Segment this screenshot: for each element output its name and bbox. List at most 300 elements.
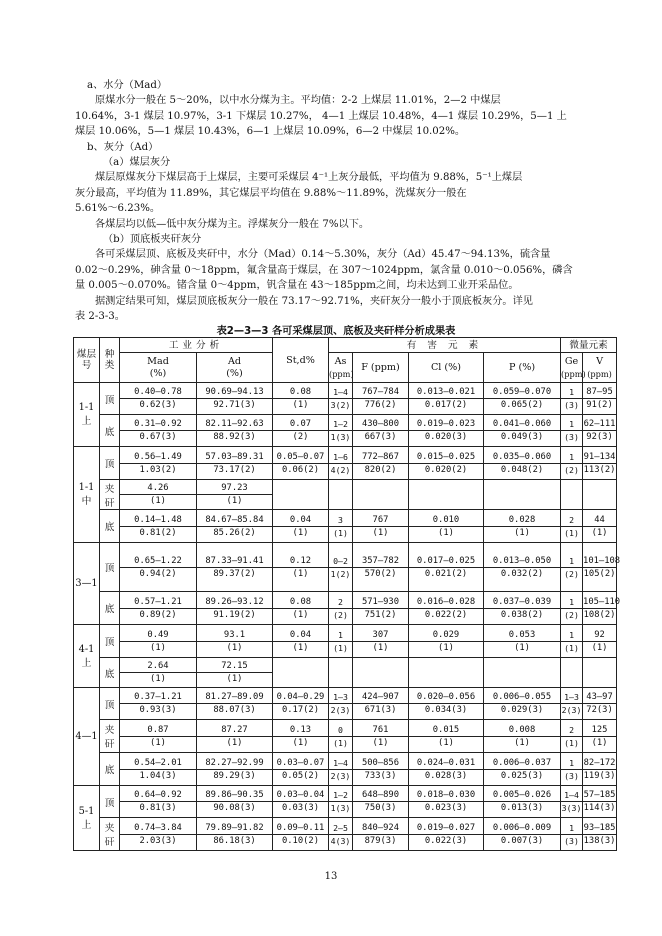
average-value: (1) — [372, 737, 389, 748]
subheading-ash: b、灰分（Ad） — [87, 141, 159, 153]
range-value: 1 — [329, 629, 352, 642]
header-type: 种类 — [100, 338, 120, 383]
average-value: (1) — [514, 737, 530, 748]
range-value: 0.64—0.92 — [120, 789, 196, 802]
value-cell-as — [329, 658, 353, 688]
range-value: 424—907 — [353, 691, 408, 704]
value-cell-as — [329, 625, 353, 658]
average-value: (1) — [150, 642, 166, 653]
value-cell-cl — [409, 786, 484, 818]
average-value: 4(3) — [330, 835, 351, 846]
average-value: 820(2) — [364, 464, 397, 475]
value-cell-f — [353, 753, 409, 786]
value-cell-v — [583, 592, 621, 625]
range-value: 82—172 — [583, 757, 616, 768]
value-cell-as — [329, 753, 353, 786]
value-cell-cl — [409, 383, 484, 415]
range-value: 1—4 — [329, 386, 352, 399]
value-cell-v — [583, 480, 617, 510]
range-value: 840—924 — [353, 822, 408, 835]
average-value: 0.03(3) — [281, 803, 320, 813]
average-value: (1) — [150, 674, 166, 684]
range-value: 2 — [561, 724, 582, 737]
value-cell-f — [353, 447, 409, 480]
range-value: 0.029 — [409, 629, 483, 642]
range-value: 0.31—0.92 — [120, 418, 196, 431]
value-cell-p — [484, 383, 561, 415]
average-value: 0.022(2) — [424, 609, 468, 620]
type-cell: 夹矸 — [100, 720, 120, 753]
header-f: F (ppm) — [353, 353, 409, 383]
subheading-seam-ash: （a）煤层灰分 — [103, 157, 171, 169]
value-cell-std — [273, 383, 329, 415]
average-value: 0.065(2) — [500, 400, 544, 410]
header-industrial-analysis: 工业分析 — [120, 338, 273, 353]
average-value: 0.007(3) — [500, 835, 544, 846]
range-value: 767—784 — [353, 386, 408, 399]
range-value: 0.006—0.037 — [484, 757, 560, 770]
value-cell-p — [484, 415, 561, 447]
value-cell-v — [583, 510, 617, 543]
average-value: 72(3) — [586, 705, 613, 715]
value-cell-cl — [409, 592, 484, 625]
average-value: (1) — [150, 737, 166, 748]
average-value: 73.17(2) — [213, 464, 256, 475]
table-row — [74, 688, 617, 720]
value-cell-ge — [561, 383, 583, 415]
value-cell-v — [583, 447, 617, 480]
range-value: 0.87 — [120, 724, 196, 737]
table-caption: 表2—3—3 各可采煤层顶、底板及夹矸样分析成果表 — [216, 326, 456, 337]
value-cell-mad — [120, 480, 197, 510]
value-cell-f — [353, 688, 409, 720]
average-value: 0.020(2) — [424, 464, 468, 475]
seam-cell: 3—1 — [74, 543, 100, 625]
value-cell-cl — [409, 658, 484, 688]
table-row — [74, 753, 617, 786]
range-value: 4.26 — [120, 482, 196, 495]
average-value: (1) — [333, 737, 348, 748]
average-value: 88.92(3) — [213, 432, 256, 442]
header-ad: Ad (%) — [197, 353, 273, 383]
value-cell-cl — [409, 510, 484, 543]
value-cell-v — [583, 753, 617, 786]
average-value: (1) — [372, 642, 389, 653]
range-value: 0.04 — [273, 629, 328, 642]
value-cell-ad — [197, 786, 273, 818]
value-cell-cl — [409, 415, 484, 447]
average-value: (1) — [564, 527, 579, 538]
value-cell-p — [484, 625, 561, 658]
average-value: 85.26(2) — [213, 527, 256, 538]
range-value: 0.013—0.050 — [484, 555, 560, 568]
value-cell-as — [329, 786, 353, 818]
range-value: 1 — [561, 418, 582, 431]
average-value: 89.29(3) — [213, 770, 256, 781]
range-value: 82.27—92.99 — [197, 757, 272, 770]
average-value: (1) — [591, 642, 608, 653]
value-cell-f — [353, 592, 409, 625]
type-cell: 夹矸 — [100, 480, 120, 510]
average-value: 86.18(3) — [213, 835, 256, 846]
average-value: (2) — [333, 609, 348, 620]
type-cell: 夹矸 — [100, 818, 120, 851]
average-value: 0.032(2) — [500, 568, 544, 579]
value-cell-cl — [409, 543, 484, 592]
value-cell-ge — [561, 543, 583, 592]
value-cell-mad — [120, 383, 197, 415]
average-value: 0.048(2) — [500, 464, 544, 475]
value-cell-ad — [197, 415, 273, 447]
range-value: 92 — [583, 629, 616, 642]
range-value: 0.017—0.025 — [409, 555, 483, 568]
average-value: 733(3) — [364, 770, 397, 781]
value-cell-p — [484, 480, 561, 510]
subheading-roof-floor-ash: （b）顶底板夹矸灰分 — [103, 234, 202, 246]
average-value: (1) — [438, 527, 454, 538]
average-value: 879(3) — [364, 835, 397, 846]
range-value: 0.13 — [273, 724, 328, 737]
value-cell-ge — [561, 480, 583, 510]
average-value: 3(2) — [330, 400, 351, 410]
table-row — [74, 480, 617, 510]
value-cell-ge — [561, 720, 583, 753]
value-cell-std — [273, 447, 329, 480]
value-cell-ad — [197, 818, 273, 851]
value-cell-std — [273, 753, 329, 786]
value-cell-mad — [120, 818, 197, 851]
average-value: 0.05(2) — [281, 770, 320, 781]
range-value: 0.56—1.49 — [120, 451, 196, 464]
value-cell-as — [329, 383, 353, 415]
average-value: 1.03(2) — [139, 464, 177, 475]
average-value: 0.023(3) — [424, 803, 468, 813]
value-cell-as — [329, 415, 353, 447]
value-cell-std — [273, 658, 329, 688]
value-cell-ad — [197, 658, 273, 688]
value-cell-p — [484, 510, 561, 543]
range-value: 0.024—0.031 — [409, 757, 483, 770]
page-number: 13 — [324, 871, 338, 882]
range-value: 648—890 — [353, 789, 408, 802]
average-value: 0.034(3) — [424, 705, 468, 715]
value-cell-ge — [561, 415, 583, 447]
range-value: 767 — [353, 514, 408, 527]
value-cell-as — [329, 447, 353, 480]
range-value: 0.05—0.07 — [273, 451, 328, 464]
value-cell-f — [353, 543, 409, 592]
average-value: 90.08(3) — [213, 803, 256, 813]
average-value: (1) — [438, 642, 454, 653]
average-value: 3(3) — [561, 803, 582, 813]
value-cell-std — [273, 786, 329, 818]
average-value: (1) — [226, 674, 243, 684]
range-value: 79.89—91.82 — [197, 822, 272, 835]
average-value: 0.89(2) — [139, 609, 177, 620]
range-value: 93—185 — [583, 822, 616, 833]
value-cell-f — [353, 818, 409, 851]
range-value: 500—856 — [353, 757, 408, 770]
value-cell-as — [329, 688, 353, 720]
value-cell-p — [484, 786, 561, 818]
value-cell-ge — [561, 625, 583, 658]
range-value: 0.54—2.01 — [120, 757, 196, 770]
average-value: 1(3) — [330, 432, 351, 442]
average-value: (3) — [564, 432, 579, 442]
average-value: 2(3) — [330, 705, 351, 715]
average-value: (1) — [292, 400, 309, 410]
range-value: 0.037—0.039 — [484, 596, 560, 609]
range-value: 0.016—0.028 — [409, 596, 483, 609]
average-value: 108(2) — [583, 609, 616, 620]
value-cell-f — [353, 658, 409, 688]
average-value: 4(2) — [330, 464, 351, 475]
table-row — [74, 818, 617, 851]
range-value: 1 — [561, 757, 582, 770]
paragraph-line: 表 2-3-3。 — [75, 311, 125, 323]
average-value: (2) — [564, 609, 579, 620]
range-value: 89.86—90.35 — [197, 789, 272, 802]
average-value: 0.021(2) — [424, 568, 468, 579]
average-value: 0.028(3) — [424, 770, 468, 781]
average-value: 1.04(3) — [139, 770, 177, 781]
average-value: (1) — [292, 642, 309, 653]
range-value: 0.006—0.009 — [484, 822, 560, 835]
value-cell-ad — [197, 720, 273, 753]
table-row — [74, 510, 617, 543]
average-value: (1) — [591, 737, 608, 748]
type-cell: 顶 — [100, 688, 120, 720]
value-cell-cl — [409, 720, 484, 753]
value-cell-as — [329, 543, 353, 592]
average-value: 0.013(3) — [500, 803, 544, 813]
paragraph-line: 量 0.005～0.070%。锗含量 0～4ppm，钒含量在 43～185ppm之间，均未达到工业开采品位。 — [75, 280, 519, 292]
value-cell-v — [583, 786, 617, 818]
paragraph-line: 各可采煤层顶、底板及夹矸中，水分（Mad）0.14～5.30%，灰分（Ad）45.47～94.13%，硫含量 — [95, 249, 551, 261]
value-cell-std — [273, 818, 329, 851]
range-value: 0.028 — [484, 514, 560, 527]
average-value: 88.07(3) — [213, 705, 256, 715]
average-value: (1) — [292, 527, 309, 538]
average-value: (3) — [564, 770, 579, 781]
value-cell-std — [273, 625, 329, 658]
type-cell: 底 — [100, 415, 120, 447]
paragraph-line: 灰分最高，平均值为 11.89%，其它煤层平均值在 9.88%～11.89%，洗煤灰分一般在 — [75, 187, 467, 199]
average-value: (1) — [226, 496, 243, 506]
table-row — [74, 592, 617, 625]
range-value: 2 — [561, 514, 582, 527]
type-cell: 底 — [100, 658, 120, 688]
average-value: (1) — [591, 527, 608, 538]
value-cell-ad — [197, 510, 273, 543]
range-value: 1 — [561, 822, 582, 835]
value-cell-mad — [120, 447, 197, 480]
value-cell-v — [583, 383, 617, 415]
value-cell-p — [484, 720, 561, 753]
value-cell-mad — [120, 543, 197, 592]
value-cell-ad — [197, 592, 273, 625]
range-value: 0.04 — [273, 514, 328, 527]
range-value: 3 — [329, 514, 352, 527]
range-value: 62—111 — [583, 419, 616, 429]
value-cell-p — [484, 753, 561, 786]
range-value: 0.053 — [484, 629, 560, 642]
seam-cell: 5-1上 — [74, 786, 100, 851]
value-cell-mad — [120, 592, 197, 625]
table-row — [74, 543, 617, 592]
average-value: (1) — [514, 527, 530, 538]
range-value: 101—108 — [583, 555, 621, 566]
range-value: 1 — [561, 596, 582, 609]
range-value: 0.041—0.060 — [484, 418, 560, 431]
value-cell-v — [583, 688, 617, 720]
range-value: 0.018—0.030 — [409, 789, 483, 802]
value-cell-f — [353, 510, 409, 543]
value-cell-as — [329, 592, 353, 625]
range-value: 1—3 — [329, 691, 352, 704]
value-cell-cl — [409, 753, 484, 786]
value-cell-ge — [561, 688, 583, 720]
value-cell-p — [484, 688, 561, 720]
average-value: 2(3) — [561, 705, 582, 715]
value-cell-mad — [120, 415, 197, 447]
table-row — [74, 720, 617, 753]
average-value: 92.71(3) — [213, 400, 256, 410]
average-value: 0.022(3) — [424, 835, 468, 846]
average-value: 114(3) — [583, 803, 616, 813]
range-value: 0.059—0.070 — [484, 386, 560, 399]
average-value: 750(3) — [364, 803, 397, 813]
value-cell-f — [353, 625, 409, 658]
range-value: 125 — [583, 724, 616, 737]
average-value: (1) — [226, 737, 243, 748]
range-value: 571—930 — [353, 596, 408, 609]
table-row — [74, 658, 617, 688]
value-cell-mad — [120, 625, 197, 658]
average-value: (1) — [438, 737, 454, 748]
range-value: 0.57—1.21 — [120, 596, 196, 609]
body-text — [75, 78, 597, 325]
value-cell-as — [329, 720, 353, 753]
type-cell: 底 — [100, 753, 120, 786]
average-value: 2.03(3) — [139, 835, 177, 846]
value-cell-cl — [409, 625, 484, 658]
range-value: 0.010 — [409, 514, 483, 527]
table-row — [74, 383, 617, 415]
value-cell-p — [484, 658, 561, 688]
range-value: 0.006—0.055 — [484, 691, 560, 704]
header-cl: Cl (%) — [409, 353, 484, 383]
average-value: 0.94(2) — [139, 568, 177, 579]
value-cell-as — [329, 510, 353, 543]
type-cell: 底 — [100, 510, 120, 543]
average-value: (1) — [372, 527, 389, 538]
range-value: 87—95 — [583, 386, 616, 399]
table-row — [74, 786, 617, 818]
range-value: 0.07 — [273, 418, 328, 431]
value-cell-f — [353, 383, 409, 415]
average-value: (1) — [292, 568, 309, 579]
average-value: (1) — [226, 642, 243, 653]
range-value: 0.37—1.21 — [120, 691, 196, 704]
header-v: V (ppm) — [583, 353, 617, 383]
range-value: 430—800 — [353, 418, 408, 431]
value-cell-ge — [561, 658, 583, 688]
subheading-moisture: a、水分（Mad） — [87, 80, 168, 91]
average-value: (2) — [292, 432, 309, 442]
value-cell-std — [273, 720, 329, 753]
paragraph-line: 据测定结果可知，煤层顶底板灰分一般在 73.17～92.71%，夹矸灰分一般小于顶底板灰分。详见 — [95, 295, 533, 307]
average-value: (3) — [564, 835, 579, 846]
average-value: 0.038(2) — [500, 609, 544, 620]
value-cell-mad — [120, 510, 197, 543]
value-cell-ge — [561, 753, 583, 786]
type-cell: 顶 — [100, 543, 120, 592]
average-value: 92(3) — [586, 432, 613, 442]
average-value: (1) — [333, 642, 348, 653]
range-value: 0.019—0.027 — [409, 822, 483, 835]
average-value: (1) — [333, 527, 348, 538]
value-cell-std — [273, 688, 329, 720]
range-value: 0.019—0.023 — [409, 418, 483, 431]
range-value: 0.09—0.11 — [273, 822, 328, 835]
type-cell: 顶 — [100, 625, 120, 658]
value-cell-std — [273, 592, 329, 625]
average-value: 0.81(2) — [139, 527, 177, 538]
seam-cell: 1-1上 — [74, 383, 100, 447]
average-value: 1(3) — [330, 803, 351, 813]
paragraph-line: 煤层原煤灰分下煤层高于上煤层，主要可采煤层 4⁻¹上灰分最低，平均值为 9.88%，5⁻¹上煤层 — [95, 172, 523, 184]
value-cell-mad — [120, 786, 197, 818]
range-value: 1 — [561, 386, 582, 399]
header-trace-elements: 微量元素 — [561, 338, 617, 353]
average-value: 776(2) — [364, 400, 397, 410]
value-cell-v — [583, 415, 617, 447]
range-value: 357—782 — [353, 555, 408, 568]
range-value: 0.12 — [273, 555, 328, 568]
range-value: 0.08 — [273, 596, 328, 609]
range-value: 0.020—0.056 — [409, 691, 483, 704]
value-cell-std — [273, 415, 329, 447]
average-value: 113(2) — [583, 464, 616, 475]
header-harmful-elements: 有 害 元 素 — [329, 338, 561, 353]
analysis-table — [73, 337, 621, 851]
value-cell-ad — [197, 543, 273, 592]
value-cell-ge — [561, 786, 583, 818]
average-value: (1) — [564, 642, 579, 653]
value-cell-v — [583, 818, 617, 851]
value-cell-mad — [120, 753, 197, 786]
value-cell-ge — [561, 592, 583, 625]
value-cell-ge — [561, 510, 583, 543]
value-cell-f — [353, 480, 409, 510]
range-value: 87.33—91.41 — [197, 555, 272, 568]
range-value: 761 — [353, 724, 408, 737]
value-cell-ad — [197, 688, 273, 720]
value-cell-ad — [197, 753, 273, 786]
average-value: 89.37(2) — [213, 568, 256, 579]
average-value: 0.62(3) — [139, 400, 177, 410]
header-std: St,d% — [273, 338, 329, 383]
average-value: 2(3) — [330, 770, 351, 781]
value-cell-mad — [120, 720, 197, 753]
value-cell-p — [484, 543, 561, 592]
average-value: 0.10(2) — [281, 835, 320, 846]
value-cell-v — [583, 625, 617, 658]
range-value: 0.08 — [273, 386, 328, 399]
value-cell-p — [484, 818, 561, 851]
value-cell-f — [353, 415, 409, 447]
